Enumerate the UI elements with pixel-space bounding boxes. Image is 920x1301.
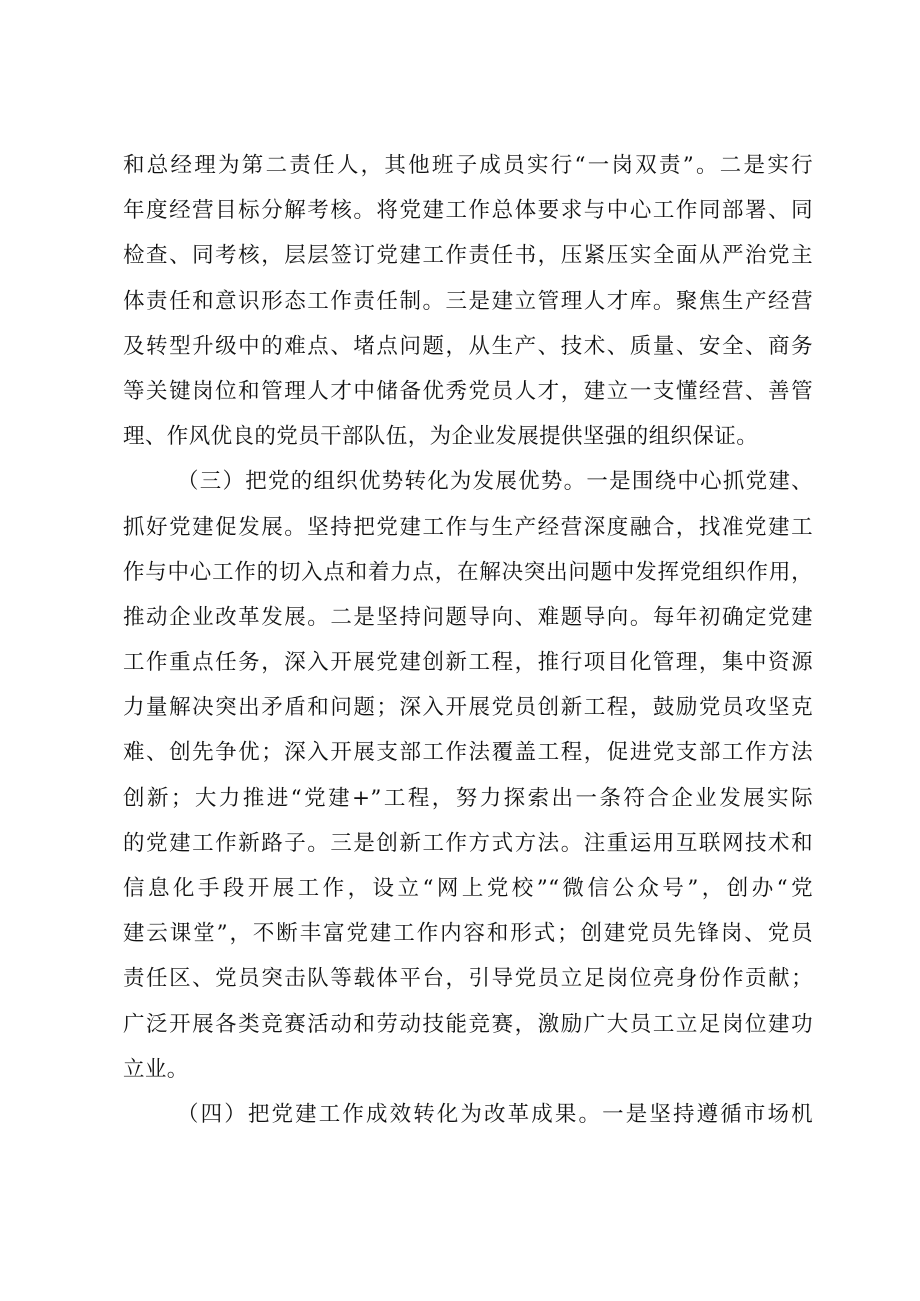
- text-line: 广泛开展各类竞赛活动和劳动技能竞赛，激励广大员工立足岗位建功: [123, 1011, 813, 1037]
- text-line: 责任区、党员突击队等载体平台，引导党员立足岗位亮身份作贡献；: [123, 966, 813, 992]
- text-line: 立业。: [123, 1056, 189, 1082]
- section-heading-line: （四）把党建工作成效转化为改革成果。一是坚持遵循市场机: [177, 1101, 813, 1127]
- text-line: 检查、同考核，层层签订党建工作责任书，压紧压实全面从严治党主: [123, 243, 813, 269]
- text-line: 工作重点任务，深入开展党建创新工程，推行项目化管理，集中资源: [123, 650, 813, 676]
- text-line: 及转型升级中的难点、堵点问题，从生产、技术、质量、安全、商务: [123, 333, 813, 359]
- text-line: 难、创先争优；深入开展支部工作法覆盖工程，促进党支部工作方法: [123, 740, 813, 766]
- text-line: 年度经营目标分解考核。将党建工作总体要求与中心工作同部署、同: [123, 198, 813, 224]
- text-line: 创新；大力推进“党建+”工程，努力探索出一条符合企业发展实际: [123, 785, 813, 811]
- text-line: 抓好党建促发展。坚持把党建工作与生产经营深度融合，找准党建工: [123, 514, 813, 540]
- text-line: 和总经理为第二责任人，其他班子成员实行“一岗双责”。二是实行: [123, 153, 813, 178]
- text-line: 理、作风优良的党员干部队伍，为企业发展提供坚强的组织保证。: [123, 424, 759, 450]
- text-line: 等关键岗位和管理人才中储备优秀党员人才，建立一支懂经营、善管: [123, 378, 813, 404]
- text-line: 体责任和意识形态工作责任制。三是建立管理人才库。聚焦生产经营: [123, 288, 813, 314]
- text-line: 信息化手段开展工作，设立“网上党校”“微信公众号”，创办“党: [123, 876, 813, 901]
- text-line: 的党建工作新路子。三是创新工作方式方法。注重运用互联网技术和: [123, 830, 813, 856]
- text-line: 推动企业改革发展。二是坚持问题导向、难题导向。每年初确定党建: [123, 604, 813, 630]
- section-heading-line: （三）把党的组织优势转化为发展优势。一是围绕中心抓党建、: [177, 469, 813, 495]
- text-line: 作与中心工作的切入点和着力点，在解决突出问题中发挥党组织作用，: [123, 559, 813, 585]
- text-line: 建云课堂”，不断丰富党建工作内容和形式；创建党员先锋岗、党员: [123, 921, 813, 947]
- text-line: 力量解决突出矛盾和问题；深入开展党员创新工程，鼓励党员攻坚克: [123, 695, 813, 721]
- document-body: [123, 143, 813, 1137]
